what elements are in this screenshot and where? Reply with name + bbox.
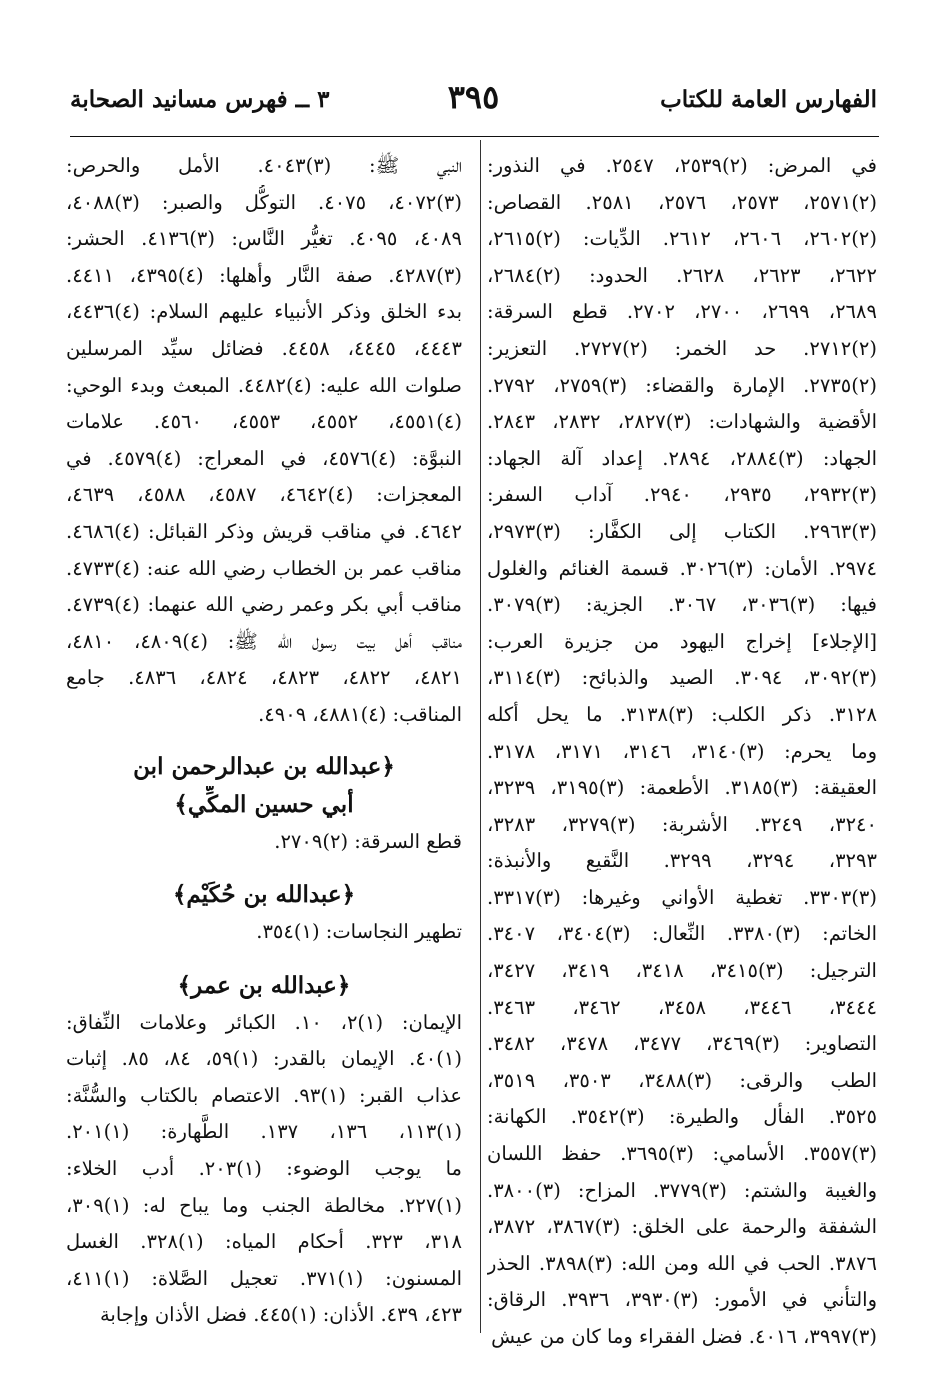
text-line: (٣)٣٩٩٧، ٤٠١٦. فضل الفقراء وما كان من عيش	[491, 1325, 877, 1348]
header-rule	[70, 136, 879, 137]
text-line: (٢)٢٧٣٥. الإمارة والقضاء: (٣)٢٧٥٩، ٢٧٩٢.	[487, 373, 877, 397]
text-line: ٢٩٧٤. الأمان: (٣)٣٠٢٦. قسمة الغنائم والغلول	[487, 556, 877, 580]
spacer	[66, 951, 462, 967]
text-line: ٢٦٢٢، ٢٦٢٣، ٢٦٢٨. الحدود: (٢)٢٦٨٤،	[487, 263, 877, 287]
text-line: (٢)٢٧١٢. حد الخمر: (٢)٢٧٢٧. التعزير:	[487, 336, 877, 360]
right-column	[487, 148, 877, 1356]
section-body	[66, 824, 462, 861]
running-title-right: الفهارس العامة للكتاب	[660, 86, 877, 113]
section-heading-abdullah-ibn-abdurrahman	[66, 748, 462, 824]
section-body	[66, 1005, 462, 1334]
text-line: (٣)٣٠٩٢، ٣٠٩٤. الصيد والذبائح: (٣)٣١١٤،	[487, 666, 877, 690]
text-line: ٢٦٨٩، ٢٦٩٩، ٢٧٠٠، ٢٧٠٢. قطع السرقة:	[487, 300, 877, 324]
text-line: (١)٢٢٧. مخالطة الجنب وما يباح له: (١)٣٠٩،	[66, 1193, 462, 1217]
left-intro-block	[66, 148, 462, 734]
text-line: (٣)٢٩٣٢، ٢٩٣٥، ٢٩٤٠. آداب السفر:	[487, 483, 877, 507]
heading-line: أبي حسين المكِّي﴾	[174, 790, 354, 818]
spacer	[66, 860, 462, 876]
text-line: ٣٢٤٠، ٣٢٤٩. الأشربة: (٣)٣٢٧٩، ٣٢٨٣،	[487, 812, 877, 836]
text-line: (٣)٣٥٥٧. الأسامي: (٣)٣٦٩٥. حفظ اللسان	[487, 1142, 877, 1166]
text-line: ٣٥٢٥. الفأل والطيرة: (٣)٣٥٤٢. الكهانة:	[487, 1105, 877, 1129]
text-line: الترجيل: (٣)٣٤١٥، ٣٤١٨، ٣٤١٩، ٣٤٢٧،	[487, 959, 877, 983]
text-line: ٤٦٤٢. في مناقب قريش وذكر القبائل: (٤)٤٦٨٦.	[66, 519, 462, 543]
text-line: صلوات الله عليه: (٤)٤٤٨٢. المبعث وبدء الوحي:	[66, 373, 462, 397]
text-line: النبي ﷺ: (٣)٤٠٤٣. الأمل والحرص:	[66, 154, 462, 177]
text-line: والغيبة والشتم: (٣)٣٧٧٩. المزاح: (٣)٣٨٠٠.	[487, 1178, 877, 1202]
text-line: ٣٢٩٣، ٣٢٩٤، ٣٢٩٩. النَّقيع والأنبذة:	[487, 849, 877, 873]
text-line: ٣٤٤٤، ٣٤٤٦، ٣٤٥٨، ٣٤٦٢، ٣٤٦٣.	[487, 995, 877, 1019]
text-line: عذاب القبر: (١)٩٣. الاعتصام بالكتاب والسُّنَّة:	[66, 1083, 462, 1107]
text-line: المناقب: (٤)٤٨٨١، ٤٩٠٩.	[258, 702, 462, 726]
heading-line: ﴿عبدالله بن عبدالرحمن ابن	[133, 752, 395, 780]
page-header	[70, 78, 877, 126]
text-line: (٣)٢٩٦٣. الكتاب إلى الكفَّار: (٣)٢٩٧٣،	[487, 519, 877, 543]
heading-line: ﴿عبدالله بن عمر﴾	[177, 971, 351, 999]
text-line: (٢)٢٥٧١، ٢٥٧٣، ٢٥٧٦، ٢٥٨١. القصاص:	[487, 190, 877, 214]
text-line: الشفقة والرحمة على الخلق: (٣)٣٨٦٧، ٣٨٧٢،	[487, 1215, 877, 1239]
text-line: ٣١٢٨. ذكر الكلب: (٣)٣١٣٨. ما يحل أكله	[487, 702, 877, 726]
text-line: في المرض: (٢)٢٥٣٩، ٢٥٤٧. في النذور:	[487, 154, 877, 177]
text-line: ٤٢٣، ٤٣٩. الأذان: (١)٤٤٥. فضل الأذان وإجابة	[99, 1303, 462, 1327]
text-line: (١)٤٠. الإيمان بالقدر: (١)٥٩، ٨٤، ٨٥. إثبات	[66, 1047, 462, 1071]
text-line: ٤٨٢١، ٤٨٢٢، ٤٨٢٣، ٤٨٢٤، ٤٨٣٦. جامع	[66, 666, 462, 690]
text-line: الطب والرقى: (٣)٣٤٨٨، ٣٥٠٣، ٣٥١٩،	[487, 1068, 877, 1092]
text-line: مناقب أبي بكر وعمر رضي الله عنهما: (٤)٤٧٣٩.	[66, 593, 462, 617]
text-line: مناقب أهل بيت رسول الله ﷺ: (٤)٤٨٠٩، ٤٨١٠،	[66, 629, 462, 653]
text-line: والتأني في الأمور: (٣)٣٩٣٠، ٣٩٣٦. الرقاق:	[487, 1288, 877, 1312]
text-line: الأقضية والشهادات: (٣)٢٨٢٧، ٢٨٣٢، ٢٨٤٣.	[487, 410, 877, 434]
text-line: مناقب عمر بن الخطاب رضي الله عنه: (٤)٤٧٣٣.	[66, 556, 462, 580]
text-line: المسنون: (١)٣٧١. تعجيل الصَّلاة: (١)٤١١،	[66, 1266, 462, 1290]
text-line: ٣٨٧٦. الحب في الله ومن الله: (٣)٣٨٩٨. الحذر	[487, 1251, 877, 1275]
text-line: ٣١٨، ٣٢٣. أحكام المياه: (١)٣٢٨. الغسل	[66, 1230, 462, 1254]
text-line: المعجزات: (٤)٤٦٤٢، ٤٥٨٧، ٤٥٨٨، ٤٦٣٩،	[66, 483, 462, 507]
text-line: التصاوير: (٣)٣٤٦٩، ٣٤٧٧، ٣٤٧٨، ٣٤٨٢.	[487, 1032, 877, 1056]
text-line: تطهير النجاسات: (١)٣٥٤.	[256, 920, 462, 944]
text-line: (٤)٤٥٥١، ٤٥٥٢، ٤٥٥٣، ٤٥٦٠. علامات	[66, 410, 462, 434]
text-line: العقيقة: (٣)٣١٨٥. الأطعمة: (٣)٣١٩٥، ٣٢٣٩،	[487, 776, 877, 800]
left-column	[66, 148, 462, 1334]
text-line: وما يحرم: (٣)٣١٤٠، ٣١٤٦، ٣١٧١، ٣١٧٨.	[487, 739, 877, 763]
column-divider	[480, 140, 481, 1333]
running-title-left: ٣ ــ فهرس مسانيد الصحابة	[70, 86, 330, 113]
page-number: ٣٩٥	[447, 78, 500, 116]
text-line: الخاتم: (٣)٣٣٨٠. النِّعال: (٣)٣٤٠٤، ٣٤٠٧.	[487, 922, 877, 946]
heading-line: ﴿عبدالله بن حُكَيْم﴾	[172, 881, 356, 909]
text-line: بدء الخلق وذكر الأنبياء عليهم السلام: (٤)٤٤٣٦،	[66, 300, 462, 324]
section-heading-abdullah-ibn-hukaym	[66, 876, 462, 914]
text-line: قطع السرقة: (٢)٢٧٠٩.	[274, 829, 462, 853]
text-line: الجهاد: (٣)٢٨٨٤، ٢٨٩٤. إعداد آلة الجهاد:	[487, 446, 877, 470]
text-line: [الإجلاء] إخراج اليهود من جزيرة العرب:	[487, 629, 877, 653]
text-line: فيها: (٣)٣٠٣٦، ٣٠٦٧. الجزية: (٣)٣٠٧٩.	[487, 593, 877, 617]
text-line: (١)١١٣، ١٣٦، ١٣٧. الطَّهارة: (١)٢٠١.	[66, 1120, 462, 1144]
text-line: النبوَّة: (٤)٤٥٧٦، في المعراج: (٤)٤٥٧٩. في	[66, 446, 462, 470]
text-line: الإيمان: (١)٢، ١٠. الكبائر وعلامات النِّفاق:	[66, 1010, 462, 1034]
text-line: ٤٤٤٣، ٤٤٤٥، ٤٤٥٨. فضائل سيِّد المرسلين	[66, 336, 462, 360]
text-line: (٣)٤٢٨٧. صفة النَّار وأهلها: (٤)٤٣٩٥، ٤٤١١.	[66, 263, 462, 287]
text-line: (٢)٢٦٠٢، ٢٦٠٦، ٢٦١٢. الدِّيات: (٢)٢٦١٥،	[487, 227, 877, 251]
section-body	[66, 914, 462, 951]
text-line: (٣)٣٣٠٣. تغطية الأواني وغيرها: (٣)٣٣١٧.	[487, 885, 877, 909]
text-line: (٣)٤٠٧٢، ٤٠٧٥. التوكُّل والصبر: (٣)٤٠٨٨،	[66, 190, 462, 214]
text-line: ٤٠٨٩، ٤٠٩٥. تغيُّر النَّاس: (٣)٤١٣٦. الحشر:	[66, 227, 462, 251]
text-line: ما يوجب الوضوء: (١)٢٠٣. أدب الخلاء:	[66, 1157, 462, 1181]
section-heading-abdullah-ibn-umar	[66, 967, 462, 1005]
